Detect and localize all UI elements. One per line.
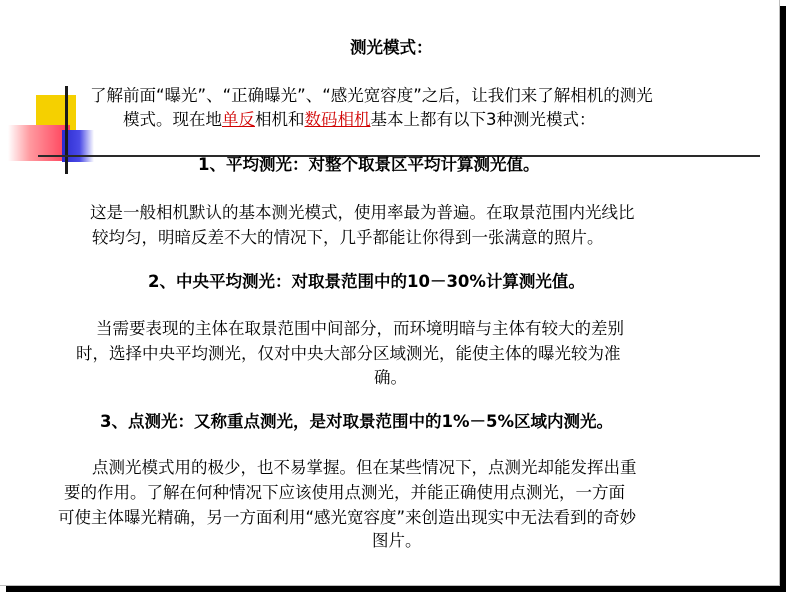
paragraph-line: 点测光模式用的极少，也不易掌握。但在某些情况下，点测光却能发挥出重 (92, 458, 637, 477)
intro-text-a: 模式。现在地 (123, 110, 222, 129)
heading-average-metering: 1、平均测光：对整个取景区平均计算测光值。 (198, 155, 540, 174)
paragraph-line: 要的作用。了解在何种情况下应该使用点测光，并能正确使用点测光，一方面 (64, 483, 625, 502)
ornament-vertical-line (65, 86, 68, 174)
link-digital-camera[interactable]: 数码相机 (304, 110, 371, 129)
slide-title: 测光模式： (350, 38, 433, 57)
paragraph-line: 可使主体曝光精确，另一方面利用“感光宽容度”来创造出现实中无法看到的奇妙 (58, 508, 637, 527)
paragraph-line: 时，选择中央平均测光，仅对中央大部分区域测光，能使主体的曝光较为准 (76, 344, 621, 363)
paragraph-line: 确。 (374, 368, 407, 387)
intro-text-c: 基本上都有以下3种测光模式： (370, 110, 596, 129)
heading-center-weighted-metering: 2、中央平均测光：对取景范围中的10－30%计算测光值。 (148, 272, 585, 291)
paragraph-line: 较均匀，明暗反差不大的情况下，几乎都能让你得到一张满意的照片。 (92, 228, 604, 247)
intro-line-2 (123, 108, 596, 131)
paragraph-line: 这是一般相机默认的基本测光模式，使用率最为普遍。在取景范围内光线比 (90, 203, 635, 222)
paragraph-line: 当需要表现的主体在取景范围中间部分，而环境明暗与主体有较大的差别 (96, 319, 624, 338)
slide-shadow-right (780, 6, 786, 592)
intro-line-1: 了解前面“曝光”、“正确曝光”、“感光宽容度”之后，让我们来了解相机的测光 (90, 86, 653, 105)
slide-shadow-bottom (6, 586, 786, 592)
intro-text-b: 相机和 (255, 110, 305, 129)
link-dslr[interactable]: 单反 (222, 110, 255, 129)
heading-spot-metering: 3、点测光：又称重点测光，是对取景范围中的1%－5%区域内测光。 (100, 412, 614, 431)
paragraph-line: 图片。 (372, 531, 422, 550)
